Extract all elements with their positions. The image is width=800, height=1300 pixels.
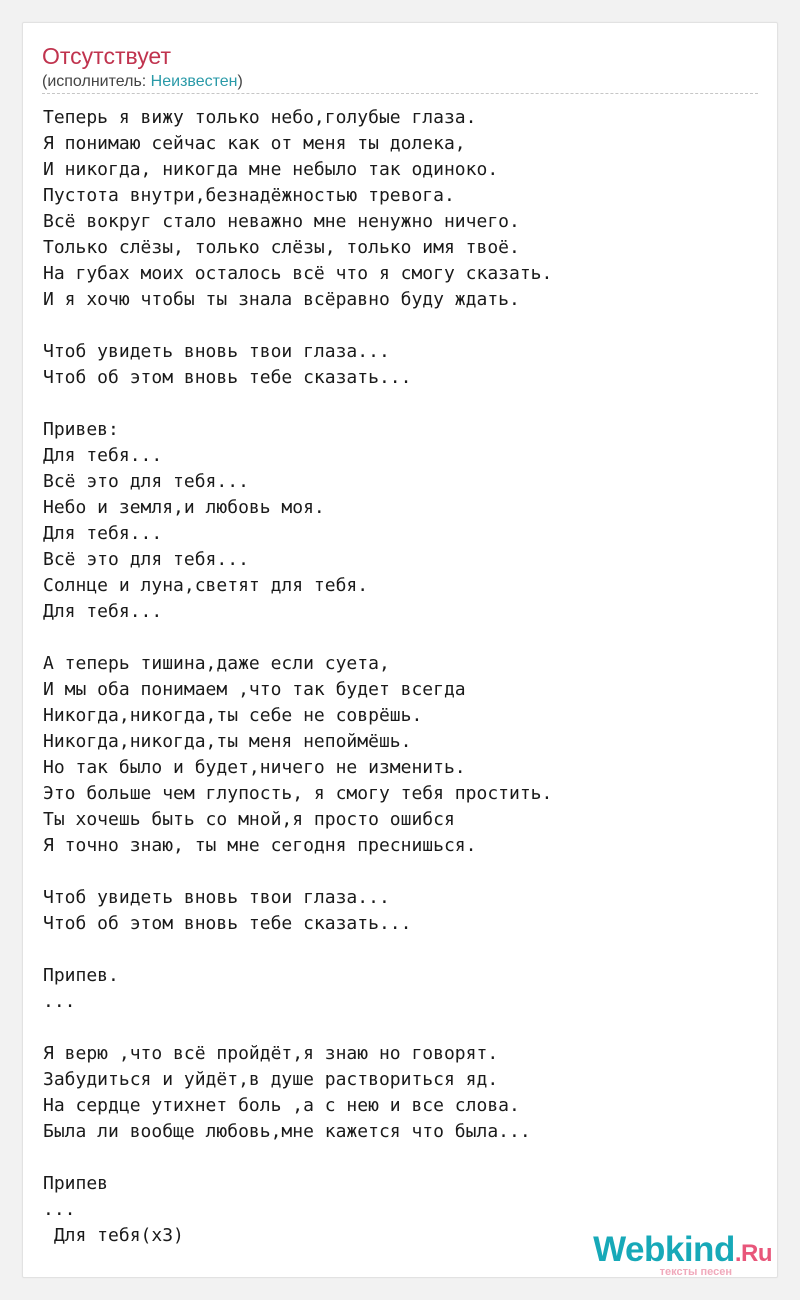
site-logo[interactable] (593, 1232, 772, 1278)
artist-suffix: ) (237, 73, 243, 90)
artist-link[interactable]: Неизвестен (150, 73, 238, 90)
artist-prefix: (исполнитель: (42, 73, 151, 90)
title-divider (42, 93, 758, 94)
lyrics-text: Теперь я вижу только небо,голубые глаза. Я понимаю сейчас как от меня ты долека, И никогда, никогда мне небыло так одиноко. Пустота внутри,безнадёжностью тревога. Всё вокруг стало неважно мне ненужно ничего. Только слёзы, только слёзы, только имя твоё. На губах моих осталось всё что я смогу сказать. И я хочю чтобы ты знала всёравно буду ждать. Чтоб увидеть вновь твои глаза... Чтоб об этом вновь тебе сказать... Привев: Для тебя... Всё это для тебя... Небо и земля,и любовь моя. Для тебя... Всё это для тебя... Солнце и луна,светят для тебя. Для тебя... А теперь тишина,даже если суета, И мы оба понимаем ,что так будет всегда Никогда,никогда,ты себе не соврёшь. Никогда,никогда,ты меня непоймёшь. Но так было и будет,ничего не изменить. Это больше чем глупость, я смогу тебя простить. Ты хочешь быть со мной,я просто ошибся Я точно знаю, ты мне сегодня преснишься. Чтоб увидеть вновь твои глаза... Чтоб об этом вновь тебе сказать... Припев. ... Я верю ,что всё пройдёт,я знаю но говорят. Забудиться и уйдёт,в душе раствориться яд. На сердце утихнет боль ,а с нею и все слова. Была ли вообще любовь,мне кажется что была... Припев ... Для тебя(х3) (43, 107, 553, 1246)
logo-tld-text: .Ru (734, 1240, 772, 1267)
logo-tagline: тексты песен (659, 1266, 732, 1278)
artist-line (42, 72, 243, 92)
logo-main-text: Webkind (593, 1230, 735, 1269)
song-title: Отсутствует (42, 43, 171, 69)
